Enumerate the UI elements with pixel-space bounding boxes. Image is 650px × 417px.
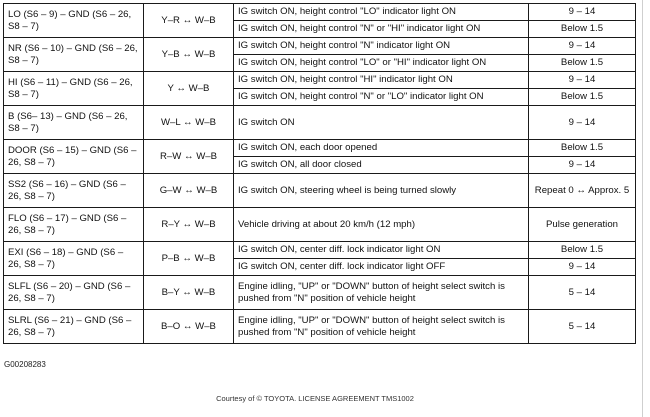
specified-condition-cell: Repeat 0 ↔ Approx. 5 [529, 174, 636, 208]
terminal-cell: NR (S6 – 10) – GND (S6 – 26, S8 – 7) [4, 38, 144, 72]
condition-cell: Engine idling, "UP" or "DOWN" button of height select switch is pushed from "N" position of vehicle height [234, 310, 529, 344]
table-row [4, 242, 636, 259]
specified-condition-cell: Below 1.5 [529, 55, 636, 72]
table-row [4, 276, 636, 310]
condition-cell: Engine idling, "UP" or "DOWN" button of height select switch is pushed from "N" position of vehicle height [234, 276, 529, 310]
terminal-cell: SLRL (S6 – 21) – GND (S6 – 26, S8 – 7) [4, 310, 144, 344]
condition-cell: IG switch ON, center diff. lock indicator light OFF [234, 259, 529, 276]
condition-cell: IG switch ON, height control "LO" indicator light ON [234, 4, 529, 21]
wiring-color-cell: Y ↔ W–B [144, 72, 234, 106]
condition-cell: IG switch ON, height control "N" or "HI" indicator light ON [234, 21, 529, 38]
specified-condition-cell: 9 – 14 [529, 157, 636, 174]
table-row [4, 106, 636, 140]
condition-cell: IG switch ON, height control "LO" or "HI" indicator light ON [234, 55, 529, 72]
condition-cell: IG switch ON, each door opened [234, 140, 529, 157]
specified-condition-cell: 9 – 14 [529, 38, 636, 55]
specified-condition-cell: Below 1.5 [529, 21, 636, 38]
courtesy-note: Courtesy of © TOYOTA. LICENSE AGREEMENT TMS1002 [216, 394, 414, 403]
terminal-cell: SLFL (S6 – 20) – GND (S6 – 26, S8 – 7) [4, 276, 144, 310]
wiring-color-cell: Y–R ↔ W–B [144, 4, 234, 38]
terminal-cell: DOOR (S6 – 15) – GND (S6 – 26, S8 – 7) [4, 140, 144, 174]
condition-cell: IG switch ON, height control "N" indicator light ON [234, 38, 529, 55]
wiring-color-cell: Y–B ↔ W–B [144, 38, 234, 72]
specified-condition-cell: 9 – 14 [529, 4, 636, 21]
specified-condition-cell: 9 – 14 [529, 259, 636, 276]
specified-condition-cell: 9 – 14 [529, 106, 636, 140]
table-row [4, 310, 636, 344]
specified-condition-cell: Below 1.5 [529, 140, 636, 157]
wiring-color-cell: W–L ↔ W–B [144, 106, 234, 140]
condition-cell: IG switch ON, center diff. lock indicator light ON [234, 242, 529, 259]
wiring-color-cell: P–B ↔ W–B [144, 242, 234, 276]
terminal-cell: EXI (S6 – 18) – GND (S6 – 26, S8 – 7) [4, 242, 144, 276]
figure-reference: G00208283 [4, 360, 46, 369]
specified-condition-cell: Pulse generation [529, 208, 636, 242]
terminal-spec-table [3, 3, 636, 344]
spec-table-body [4, 4, 636, 344]
terminal-cell: LO (S6 – 9) – GND (S6 – 26, S8 – 7) [4, 4, 144, 38]
page-edge-divider [642, 0, 643, 417]
table-row [4, 208, 636, 242]
condition-cell: IG switch ON, height control "HI" indicator light ON [234, 72, 529, 89]
table-row [4, 72, 636, 89]
condition-cell: Vehicle driving at about 20 km/h (12 mph) [234, 208, 529, 242]
condition-cell: IG switch ON, height control "N" or "LO" indicator light ON [234, 89, 529, 106]
table-row [4, 174, 636, 208]
specified-condition-cell: 5 – 14 [529, 276, 636, 310]
condition-cell: IG switch ON [234, 106, 529, 140]
wiring-color-cell: R–W ↔ W–B [144, 140, 234, 174]
wiring-color-cell: G–W ↔ W–B [144, 174, 234, 208]
specified-condition-cell: 9 – 14 [529, 72, 636, 89]
table-row [4, 140, 636, 157]
condition-cell: IG switch ON, all door closed [234, 157, 529, 174]
table-row [4, 38, 636, 55]
wiring-color-cell: B–Y ↔ W–B [144, 276, 234, 310]
terminal-cell: FLO (S6 – 17) – GND (S6 – 26, S8 – 7) [4, 208, 144, 242]
wiring-color-cell: B–O ↔ W–B [144, 310, 234, 344]
condition-cell: IG switch ON, steering wheel is being turned slowly [234, 174, 529, 208]
specified-condition-cell: Below 1.5 [529, 89, 636, 106]
specified-condition-cell: Below 1.5 [529, 242, 636, 259]
wiring-color-cell: R–Y ↔ W–B [144, 208, 234, 242]
specified-condition-cell: 5 – 14 [529, 310, 636, 344]
terminal-cell: HI (S6 – 11) – GND (S6 – 26, S8 – 7) [4, 72, 144, 106]
terminal-cell: SS2 (S6 – 16) – GND (S6 – 26, S8 – 7) [4, 174, 144, 208]
table-row [4, 4, 636, 21]
terminal-cell: B (S6– 13) – GND (S6 – 26, S8 – 7) [4, 106, 144, 140]
